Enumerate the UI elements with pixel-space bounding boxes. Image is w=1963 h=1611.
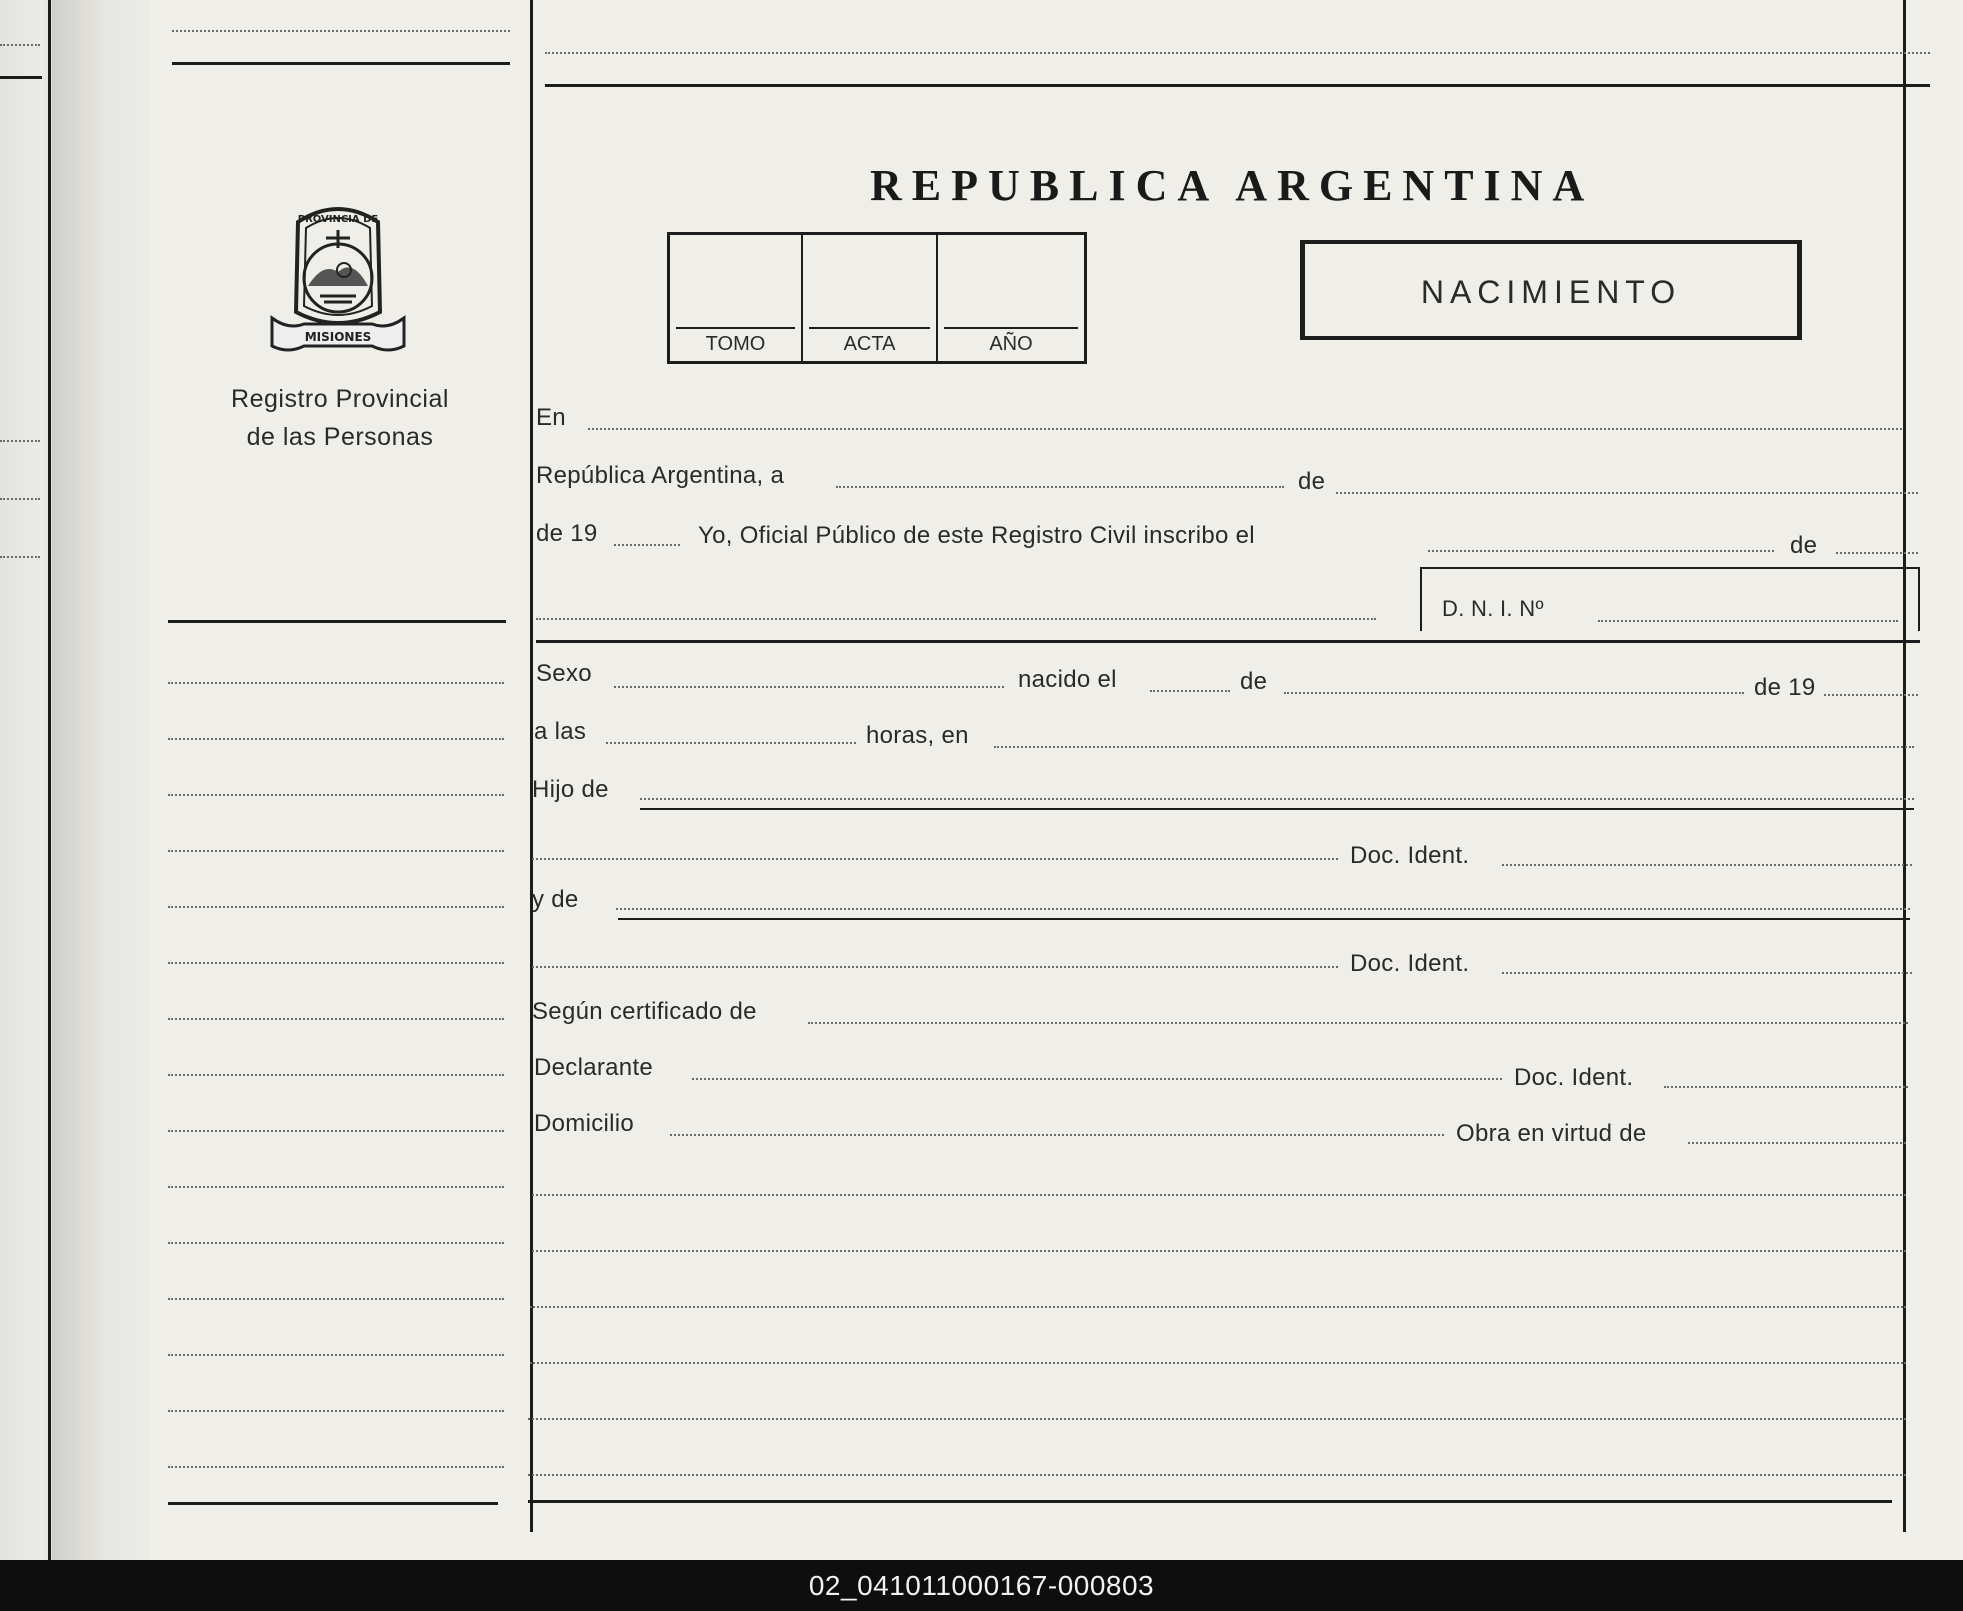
de-19-label: de 19 [536,520,598,547]
edge-rule [0,76,42,79]
tomo-label: TOMO [705,333,766,355]
document-title: REPUBLICA ARGENTINA [870,161,1595,210]
father-detail-field[interactable] [532,858,1338,860]
edge-dotted-line [0,44,40,46]
margin-line[interactable] [168,1074,504,1076]
father-doc-field[interactable] [1502,864,1912,866]
doc-ident-label-3: Doc. Ident. [1514,1064,1634,1091]
margin-line[interactable] [168,682,504,684]
edge-dotted-line [0,440,40,442]
top-left-rule [172,62,510,65]
margin-line[interactable] [168,1130,504,1132]
dni-label: D. N. I. Nº [1442,596,1544,621]
notes-line[interactable] [532,1194,1906,1196]
yo-oficial-label: Yo, Oficial Público de este Registro Civil inscribo el [698,522,1255,549]
birth-day-field[interactable] [1150,690,1230,692]
declarant-doc-field[interactable] [1664,1086,1908,1088]
mother-detail-field[interactable] [532,966,1338,968]
mother-name-field[interactable] [616,908,1910,910]
acta-cell[interactable] [803,235,938,361]
mother-underline [618,918,1910,920]
horas-en-label: horas, en [866,722,969,749]
notes-line[interactable] [530,1362,1906,1364]
margin-line[interactable] [168,1354,504,1356]
previous-page-edge [0,0,60,1560]
obra-en-virtud-label: Obra en virtud de [1456,1120,1647,1147]
en-field[interactable] [588,428,1902,430]
svg-text:MISIONES: MISIONES [304,330,372,344]
name-field[interactable] [536,618,1376,620]
doc-ident-label: Doc. Ident. [1350,842,1470,869]
margin-line[interactable] [168,1466,504,1468]
inscription-day-field[interactable] [1428,550,1774,552]
de-19-label-2: de 19 [1754,674,1816,701]
section-rule [536,640,1920,643]
birth-place-field[interactable] [994,746,1914,748]
left-column-rule [168,620,506,623]
doc-ident-label-2: Doc. Ident. [1350,950,1470,977]
de-label-3: de [1240,668,1268,695]
de-label: de [1298,468,1326,495]
day-field[interactable] [836,486,1284,488]
birth-month-field[interactable] [1284,692,1744,694]
margin-line[interactable] [168,1298,504,1300]
provincia-misiones-seal [268,200,408,358]
a-las-label: a las [534,718,587,745]
notes-line[interactable] [528,1418,1906,1420]
margin-line[interactable] [168,962,504,964]
right-border [1903,0,1906,1532]
top-dotted-line [545,52,1930,54]
margin-line[interactable] [168,1018,504,1020]
svg-text:PROVINCIA DE: PROVINCIA DE [297,214,379,225]
ano-label: AÑO [989,333,1033,355]
tomo-cell[interactable] [670,235,803,361]
authority-field[interactable] [1688,1142,1906,1144]
y-de-label: y de [532,886,579,913]
ano-cell[interactable] [938,235,1084,361]
image-code-footer: 02_041011000167-000803 [0,1560,1963,1611]
margin-line[interactable] [168,794,504,796]
mother-doc-field[interactable] [1502,972,1912,974]
issuing-entity [190,380,490,456]
margin-line[interactable] [168,1186,504,1188]
sexo-field[interactable] [614,686,1004,688]
notes-line[interactable] [530,1306,1906,1308]
edge-border [48,0,51,1560]
document-type-label: NACIMIENTO [1420,274,1682,310]
birth-year-field[interactable] [1824,694,1918,696]
registry-box [667,232,1087,364]
domicilio-label: Domicilio [534,1110,635,1137]
hour-field[interactable] [606,742,856,744]
nacido-el-label: nacido el [1018,666,1117,693]
declarant-field[interactable] [692,1078,1502,1080]
margin-line[interactable] [168,738,504,740]
edge-dotted-line [0,498,40,500]
month-field[interactable] [1336,492,1918,494]
en-label: En [536,404,566,431]
margin-line[interactable] [168,1242,504,1244]
acta-label: ACTA [843,333,896,355]
margin-line[interactable] [168,906,504,908]
entity-line-1: Registro Provincial [231,385,449,413]
edge-dotted-line [0,556,40,558]
left-column-divider [530,0,533,1532]
father-underline [640,808,1914,810]
segun-certificado-label: Según certificado de [532,998,757,1025]
inscription-month-field[interactable] [1836,552,1918,554]
dni-field[interactable] [1598,620,1898,622]
left-column-bottom-rule [168,1502,498,1505]
bottom-rule [528,1500,1892,1503]
father-name-field[interactable] [640,798,1914,800]
notes-line[interactable] [532,1250,1906,1252]
declarante-label: Declarante [534,1054,654,1081]
sexo-label: Sexo [536,660,592,687]
de-label-2: de [1790,532,1818,559]
top-left-dotted-line [172,30,510,32]
top-rule [545,84,1930,87]
margin-line[interactable] [168,850,504,852]
notes-line[interactable] [528,1474,1906,1476]
margin-line[interactable] [168,1410,504,1412]
address-field[interactable] [670,1134,1444,1136]
certificate-field[interactable] [808,1022,1908,1024]
republica-a-label: República Argentina, a [536,462,785,489]
document-type-box [1300,240,1802,340]
hijo-de-label: Hijo de [532,776,609,803]
entity-line-2: de las Personas [246,423,434,451]
year-field[interactable] [614,544,680,546]
